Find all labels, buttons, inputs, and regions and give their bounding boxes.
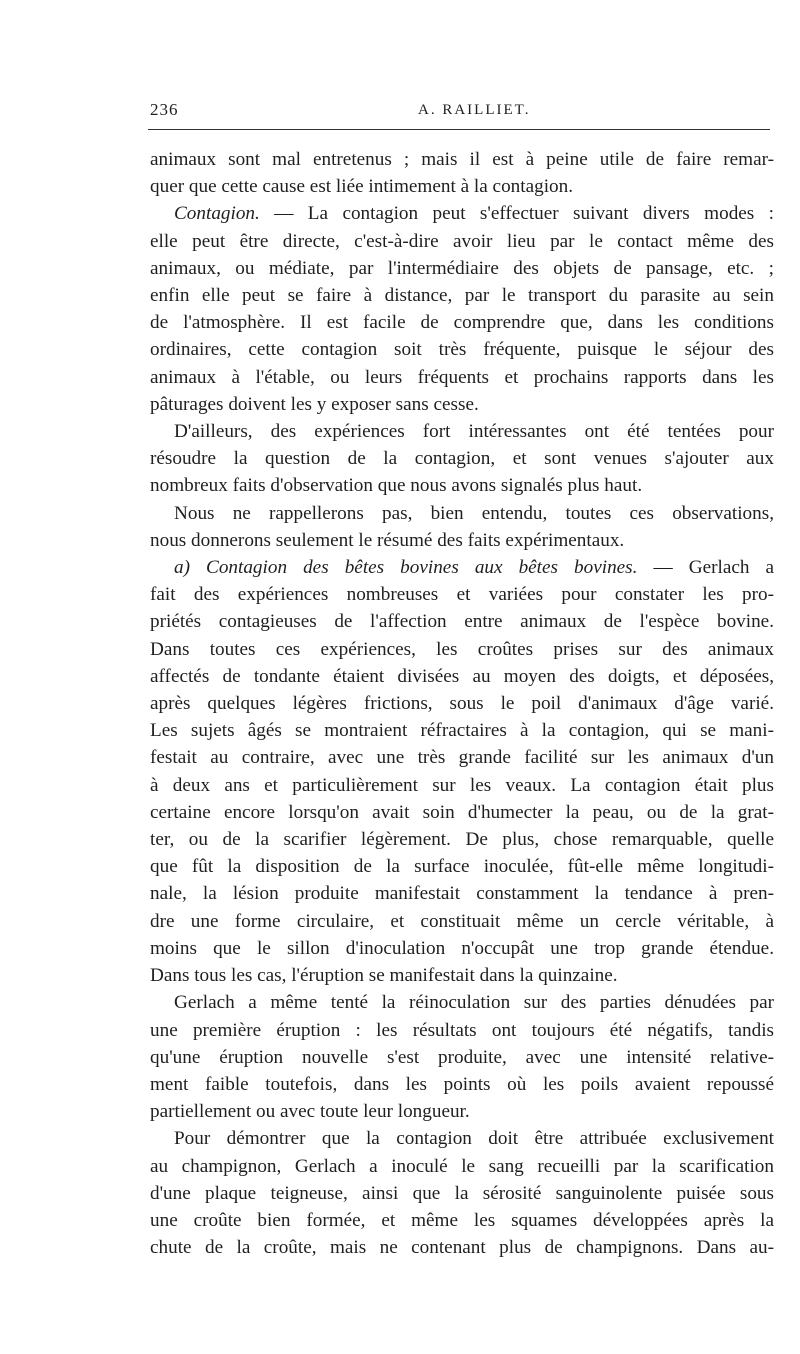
- text-line: affectés de tondante étaient divisées au moyen des doigts, et déposées,: [150, 665, 774, 687]
- text-line: pâturages doivent les y exposer sans cesse.: [150, 393, 479, 415]
- text-line: à deux ans et particulièrement sur les veaux. La contagion était plus: [150, 774, 774, 796]
- text-line: résoudre la question de la contagion, et sont venues s'ajouter aux: [150, 448, 774, 470]
- text-line: enfin elle peut se faire à distance, par le transport du parasite au sein: [150, 285, 774, 307]
- text-line: ordinaires, cette contagion soit très fréquente, puisque le séjour des: [150, 339, 774, 361]
- text-line: nombreux faits d'observation que nous avons signalés plus haut.: [150, 475, 643, 497]
- text-fragment: — La contagion peut s'effectuer suivant divers modes :: [259, 203, 774, 225]
- text-fragment: — Gerlach a: [637, 557, 774, 579]
- text-line: ter, ou de la scarifier légèrement. De plus, chose remarquable, quelle: [150, 829, 774, 851]
- text-line: partiellement ou avec toute leur longueur.: [150, 1101, 470, 1123]
- text-line: certaine encore lorsqu'on avait soin d'humecter la peau, ou de la grat-: [150, 801, 774, 823]
- text-line: Nous ne rappellerons pas, bien entendu, toutes ces observations,: [174, 502, 774, 524]
- text-line: priétés contagieuses de l'affection entre animaux de l'espèce bovine.: [150, 611, 774, 633]
- text-line: Les sujets âgés se montraient réfractaires à la contagion, qui se mani-: [150, 720, 774, 742]
- section-subhead: a) Contagion des bêtes bovines aux bêtes bovines.: [174, 557, 638, 579]
- text-line: une croûte bien formée, et même les squames développées après la: [150, 1209, 774, 1231]
- paragraph: [150, 554, 774, 989]
- text-line: que fût la disposition de la surface inoculée, fût-elle même longitudi-: [150, 856, 774, 878]
- header-rule: [148, 129, 770, 130]
- text-line: chute de la croûte, mais ne contenant plus de champignons. Dans au-: [150, 1237, 774, 1259]
- paragraph: [150, 1125, 774, 1261]
- text-line: [150, 200, 774, 227]
- text-line: nale, la lésion produite manifestait constamment la tendance à pren-: [150, 883, 774, 905]
- text-line: ment faible toutefois, dans les points où les poils avaient repoussé: [150, 1073, 774, 1095]
- text-line: une première éruption : les résultats ont toujours été négatifs, tandis: [150, 1019, 774, 1041]
- text-line: elle peut être directe, c'est-à-dire avoir lieu par le contact même des: [150, 230, 774, 252]
- text-line: au champignon, Gerlach a inoculé le sang recueilli par la scarification: [150, 1155, 774, 1177]
- page-header: [150, 100, 770, 126]
- text-line: moins que le sillon d'inoculation n'occupât une trop grande étendue.: [150, 937, 774, 959]
- paragraph: [150, 200, 774, 418]
- paragraph: [150, 989, 774, 1125]
- text-line: D'ailleurs, des expériences fort intéressantes ont été tentées pour: [174, 421, 774, 443]
- text-line: fait des expériences nombreuses et variées pour constater les pro-: [150, 584, 774, 606]
- text-line: Dans tous les cas, l'éruption se manifestait dans la quinzaine.: [150, 965, 618, 987]
- text-line: de l'atmosphère. Il est facile de comprendre que, dans les conditions: [150, 312, 774, 334]
- text-line: qu'une éruption nouvelle s'est produite, avec une intensité relative-: [150, 1046, 774, 1068]
- text-line: Dans toutes ces expériences, les croûtes prises sur des animaux: [150, 638, 774, 660]
- text-line: animaux sont mal entretenus ; mais il est à peine utile de faire remar-: [150, 149, 774, 170]
- text-line: festait au contraire, avec une très grande facilité sur les animaux d'un: [150, 747, 774, 769]
- paragraph: [150, 418, 774, 500]
- text-line: quer que cette cause est liée intimement à la contagion.: [150, 176, 574, 198]
- text-line: d'une plaque teigneuse, ainsi que la sérosité sanguinolente puisée sous: [150, 1182, 774, 1204]
- text-line: dre une forme circulaire, et constituait même un cercle véritable, à: [150, 910, 774, 932]
- paragraph: [150, 146, 774, 200]
- text-line: animaux à l'étable, ou leurs fréquents et prochains rapports dans les: [150, 366, 774, 388]
- paragraph: [150, 500, 774, 554]
- body-text: [150, 146, 774, 1261]
- text-line: nous donnerons seulement le résumé des faits expérimentaux.: [150, 529, 625, 551]
- section-subhead: Contagion.: [174, 203, 260, 225]
- text-line: animaux, ou médiate, par l'intermédiaire des objets de pansage, etc. ;: [150, 257, 774, 279]
- text-line: Gerlach a même tenté la réinoculation sur des parties dénudées par: [174, 992, 774, 1014]
- text-line: après quelques légères frictions, sous le poil d'animaux d'âge varié.: [150, 693, 774, 715]
- text-line: Pour démontrer que la contagion doit être attribuée exclusivement: [174, 1128, 774, 1150]
- page-number: 236: [150, 100, 179, 119]
- running-head: A. RAILLIET.: [418, 102, 531, 118]
- text-line: [150, 554, 774, 581]
